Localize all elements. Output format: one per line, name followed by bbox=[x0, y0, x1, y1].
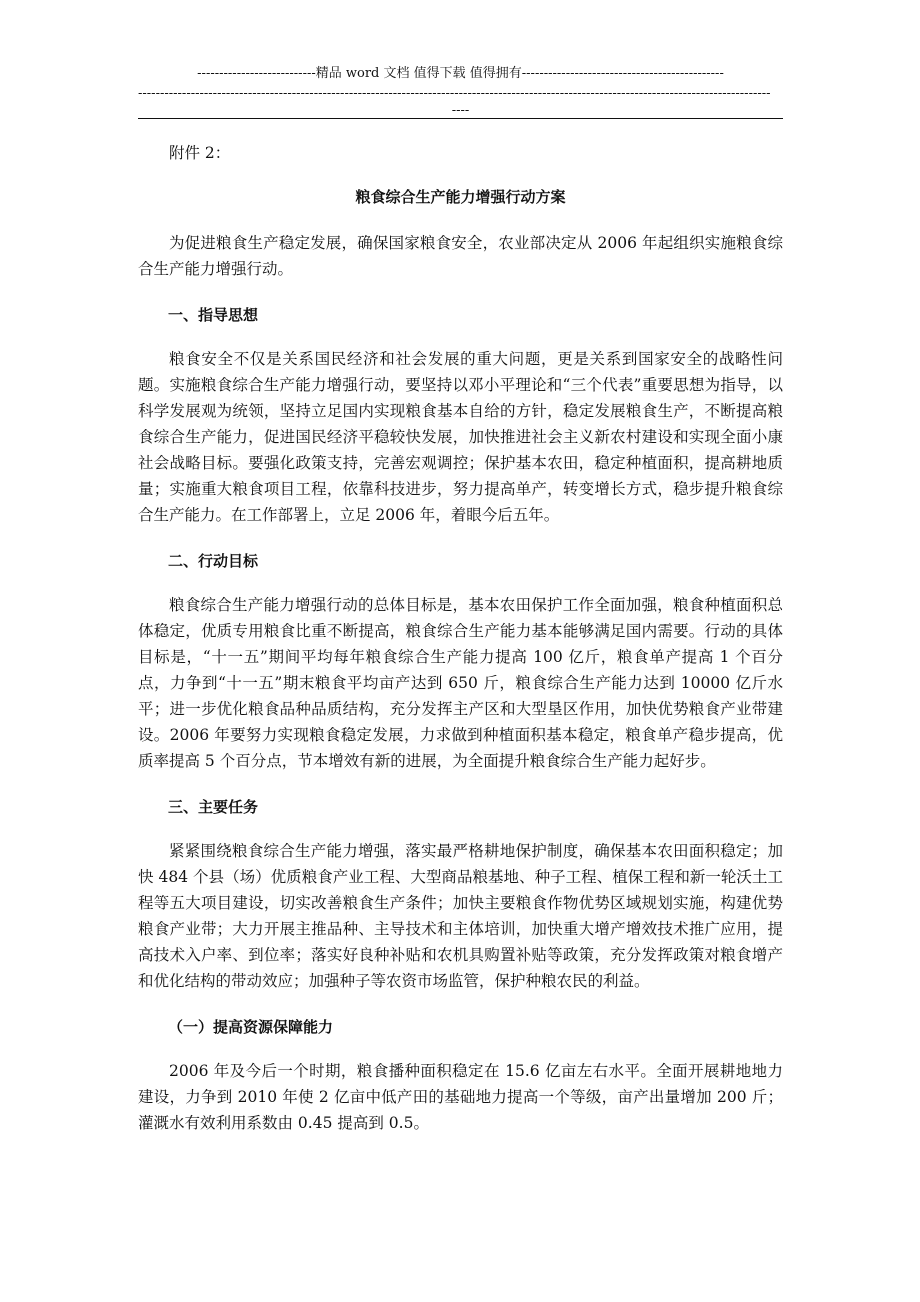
intro-paragraph: 为促进粮食生产稳定发展，确保国家粮食安全，农业部决定从 2006 年起组织实施粮食综合生产能力增强行动。 bbox=[138, 234, 783, 278]
header-rule bbox=[138, 118, 783, 119]
section-paragraph-main-tasks: 紧紧围绕粮食综合生产能力增强，落实最严格耕地保护制度，确保基本农田面积稳定；加快 484 个县（场）优质粮食产业工程、大型商品粮基地、种子工程、植保工程和新一轮沃土工程等五大项目建设，切实改善粮食生产条件；加快主要粮食作物优势区域规划实施，构建优势粮食产业带；大力开展主推品种、主导技术和主体培训，加快重大增产增效技术推广应用，提高技术入户率、到位率；落实好良种补贴和农机具购置补贴等政策，充分发挥政策对粮食增产和优化结构的带动效应；加强种子等农资市场监管，保护种粮农民的利益。 bbox=[138, 842, 783, 990]
document-body bbox=[138, 140, 783, 1136]
section-heading-action-goals: 二、行动目标 bbox=[168, 552, 259, 570]
section-paragraph-guiding-ideology: 粮食安全不仅是关系国民经济和社会发展的重大问题，更是关系到国家安全的战略性问题。实施粮食综合生产能力增强行动，要坚持以邓小平理论和“三个代表”重要思想为指导，以科学发展观为统领，坚持立足国内实现粮食基本自给的方针，稳定发展粮食生产，不断提高粮食综合生产能力，促进国民经济平稳较快发展，加快推进社会主义新农村建设和实现全面小康社会战略目标。要强化政策支持，完善宏观调控；保护基本农田，稳定种植面积，提高耕地质量；实施重大粮食项目工程，依靠科技进步，努力提高单产，转变增长方式，稳步提升粮食综合生产能力。在工作部署上，立足 2006 年，着眼今后五年。 bbox=[138, 350, 783, 524]
section-heading-main-tasks: 三、主要任务 bbox=[168, 798, 259, 816]
header-dashes: ------------------------------------------------------------------------------------------------------------------------------------------------ bbox=[138, 86, 771, 101]
attachment-label: 附件 2： bbox=[169, 144, 231, 162]
header-dashes-tail: ---- bbox=[451, 103, 470, 118]
header-banner: ---------------------------精品 word 文档 值得下载 值得拥有---------------------------------------------- bbox=[197, 66, 724, 81]
section-heading-resource-guarantee: （一）提高资源保障能力 bbox=[168, 1018, 334, 1036]
document-title: 粮食综合生产能力增强行动方案 bbox=[355, 188, 566, 206]
section-paragraph-action-goals: 粮食综合生产能力增强行动的总体目标是，基本农田保护工作全面加强，粮食种植面积总体稳定，优质专用粮食比重不断提高，粮食综合生产能力基本能够满足国内需要。行动的具体目标是，“十一五”期间平均每年粮食综合生产能力提高 100 亿斤，粮食单产提高 1 个百分点，力争到“十一五”期末粮食平均亩产达到 650 斤，粮食综合生产能力达到 10000 亿斤水平；进一步优化粮食品种品质结构，充分发挥主产区和大型垦区作用，加快优势粮食产业带建设。2006 年要努力实现粮食稳定发展，力求做到种植面积基本稳定，粮食单产稳步提高，优质率提高 5 个百分点，节本增效有新的进展，为全面提升粮食综合生产能力起好步。 bbox=[138, 596, 783, 770]
section-paragraph-resource-guarantee: 2006 年及今后一个时期，粮食播种面积稳定在 15.6 亿亩左右水平。全面开展耕地地力建设，力争到 2010 年使 2 亿亩中低产田的基础地力提高一个等级，亩产出量增加 200 斤；灌溉水有效利用系数由 0.45 提高到 0.5。 bbox=[138, 1062, 783, 1132]
section-heading-guiding-ideology: 一、指导思想 bbox=[168, 306, 259, 324]
